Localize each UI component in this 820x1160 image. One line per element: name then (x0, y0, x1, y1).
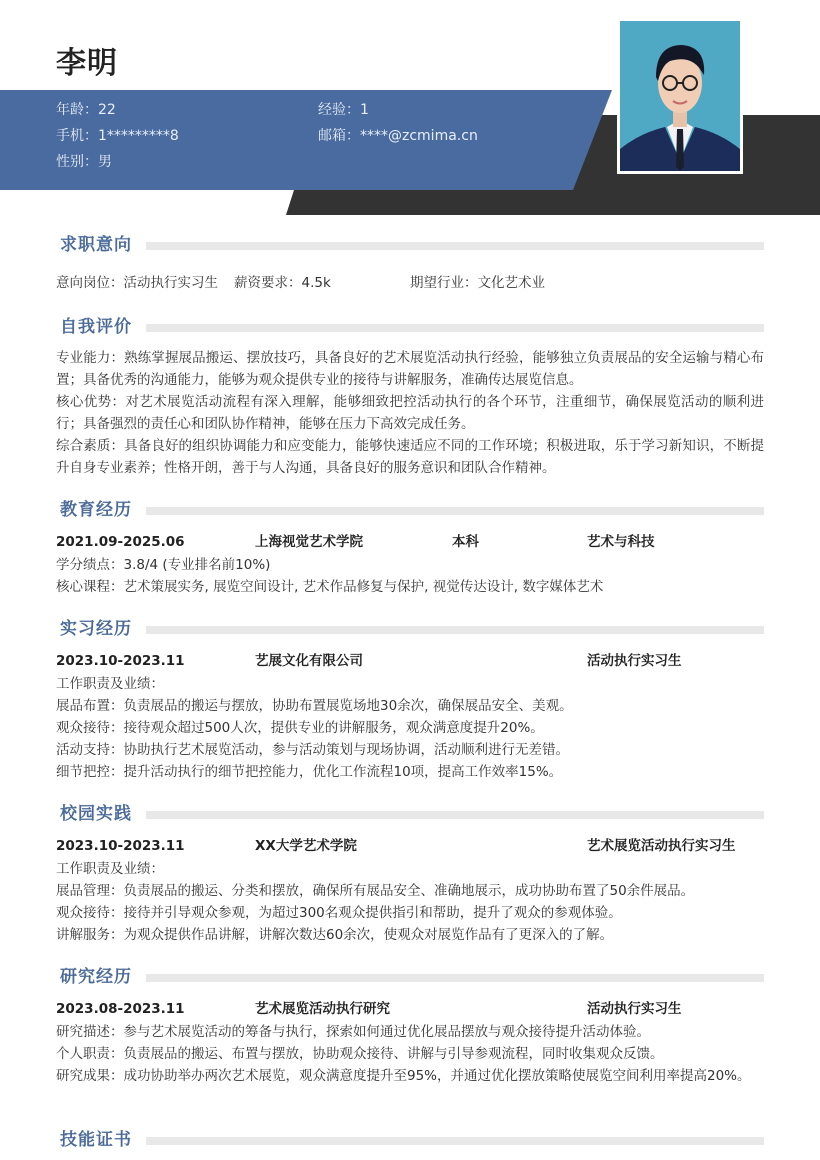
internship-row (56, 649, 764, 673)
internship-detail: 工作职责及业绩： (56, 676, 164, 692)
salary-value: 4.5k (301, 275, 331, 291)
major: 艺术与科技 (587, 534, 655, 550)
portrait-photo-icon (620, 21, 740, 171)
self-eval-paragraph: 核心优势：对艺术展览活动流程有深入理解，能够细致把控活动执行的各个环节，注重细节，确保展览活动的顺利进行；具备强烈的责任心和团队协作精神，能够在压力下高效完成任务。 (56, 394, 764, 432)
research-detail: 个人职责：负责展品的搬运、布置与摆放，协助观众接待、讲解与引导参观流程，同时收集观众反馈。 (56, 1046, 664, 1062)
section-header (56, 616, 764, 642)
internship-role: 活动执行实习生 (587, 653, 682, 669)
section-divider-bar (146, 626, 764, 634)
email-label: 邮箱： (318, 128, 360, 144)
section-campus-practice (56, 801, 764, 946)
gender-label: 性别： (56, 154, 98, 170)
research-detail: 研究成果：成功协助举办两次艺术展览，观众满意度提升至95%，并通过优化摆放策略使展览空间利用率提高20%。 (56, 1068, 751, 1084)
education-date: 2021.09-2025.06 (56, 534, 185, 550)
section-title: 校园实践 (60, 804, 132, 824)
section-skills-certificates (56, 1127, 764, 1153)
section-header (56, 232, 764, 258)
campus-row (56, 834, 764, 858)
research-date: 2023.08-2023.11 (56, 1001, 185, 1017)
campus-detail: 展品管理：负责展品的搬运、分类和摆放，确保所有展品安全、准确地展示，成功协助布置了50余件展品。 (56, 883, 695, 899)
position-value: 活动执行实习生 (123, 275, 218, 291)
salary-label: 薪资要求： (234, 275, 302, 291)
education-detail: 核心课程：艺术策展实务, 展览空间设计, 艺术作品修复与保护, 视觉传达设计, 数字媒体艺术 (56, 579, 604, 595)
experience-value: 1 (360, 102, 369, 118)
campus-date: 2023.10-2023.11 (56, 838, 185, 854)
email-value: ****@zcmima.cn (360, 128, 478, 144)
internship-detail: 活动支持：协助执行艺术展览活动，参与活动策划与现场协调，活动顺利进行无差错。 (56, 742, 569, 758)
section-header (56, 801, 764, 827)
section-divider-bar (146, 1137, 764, 1145)
phone-field (56, 123, 179, 149)
education-row (56, 530, 764, 554)
experience-field (318, 97, 369, 123)
school-name: 上海视觉艺术学院 (255, 534, 363, 550)
section-title: 求职意向 (60, 235, 132, 255)
organization-name: XX大学艺术学院 (255, 838, 357, 854)
resume-header (0, 0, 820, 220)
section-header (56, 1127, 764, 1153)
job-intent-row (56, 272, 764, 294)
position-label: 意向岗位： (56, 275, 124, 291)
internship-detail: 展品布置：负责展品的搬运与摆放，协助布置展览场地30余次，确保展品安全、美观。 (56, 698, 573, 714)
company-name: 艺展文化有限公司 (255, 653, 363, 669)
candidate-name: 李明 (56, 46, 118, 81)
age-field (56, 97, 116, 123)
age-label: 年龄： (56, 102, 98, 118)
experience-label: 经验： (318, 102, 360, 118)
research-role: 活动执行实习生 (587, 1001, 682, 1017)
age-value: 22 (98, 102, 116, 118)
phone-label: 手机： (56, 128, 98, 144)
campus-detail: 工作职责及业绩： (56, 861, 164, 877)
profile-photo (617, 18, 743, 174)
section-title: 教育经历 (60, 500, 132, 520)
campus-detail: 观众接待：接待并引导观众参观，为超过300名观众提供指引和帮助，提升了观众的参观体验。 (56, 905, 622, 921)
section-title: 自我评价 (60, 317, 132, 337)
section-header (56, 497, 764, 523)
section-research (56, 964, 764, 1087)
phone-value: 1*********8 (98, 128, 179, 144)
section-self-evaluation (56, 314, 764, 479)
internship-detail: 观众接待：接待观众超过500人次，提供专业的讲解服务，观众满意度提升20%。 (56, 720, 544, 736)
section-education (56, 497, 764, 598)
section-title: 实习经历 (60, 619, 132, 639)
research-project: 艺术展览活动执行研究 (255, 1001, 390, 1017)
degree: 本科 (452, 534, 479, 550)
desired-industry (410, 272, 545, 294)
desired-position (56, 272, 218, 294)
section-header (56, 964, 764, 990)
research-row (56, 997, 764, 1021)
self-eval-paragraph: 专业能力：熟练掌握展品搬运、摆放技巧，具备良好的艺术展览活动执行经验，能够独立负责展品的安全运输与精心布置；具备优秀的沟通能力，能够为观众提供专业的接待与讲解服务，准确传达展览信息。 (56, 350, 764, 388)
education-detail: 学分绩点：3.8/4 (专业排名前10%) (56, 557, 271, 573)
gender-field (56, 149, 112, 175)
section-title: 技能证书 (60, 1130, 132, 1150)
campus-detail: 讲解服务：为观众提供作品讲解，讲解次数达60余次，使观众对展览作品有了更深入的了解。 (56, 927, 614, 943)
internship-date: 2023.10-2023.11 (56, 653, 185, 669)
section-divider-bar (146, 242, 764, 250)
email-field (318, 123, 478, 149)
gender-value: 男 (98, 154, 112, 170)
section-header (56, 314, 764, 340)
internship-detail: 细节把控：提升活动执行的细节把控能力，优化工作流程10项，提高工作效率15%。 (56, 764, 563, 780)
section-divider-bar (146, 811, 764, 819)
section-divider-bar (146, 974, 764, 982)
self-eval-paragraph: 综合素质：具备良好的组织协调能力和应变能力，能够快速适应不同的工作环境；积极进取，乐于学习新知识，不断提升自身专业素养；性格开朗，善于与人沟通，具备良好的服务意识和团队合作精神。 (56, 438, 764, 476)
research-detail: 研究描述：参与艺术展览活动的筹备与执行，探索如何通过优化展品摆放与观众接待提升活动体验。 (56, 1024, 650, 1040)
salary-requirement (234, 272, 331, 294)
section-internship (56, 616, 764, 783)
section-divider-bar (146, 507, 764, 515)
section-title: 研究经历 (60, 967, 132, 987)
industry-value: 文化艺术业 (477, 275, 545, 291)
section-job-intent (56, 232, 764, 294)
industry-label: 期望行业： (410, 275, 478, 291)
section-divider-bar (146, 324, 764, 332)
campus-role: 艺术展览活动执行实习生 (587, 838, 736, 854)
